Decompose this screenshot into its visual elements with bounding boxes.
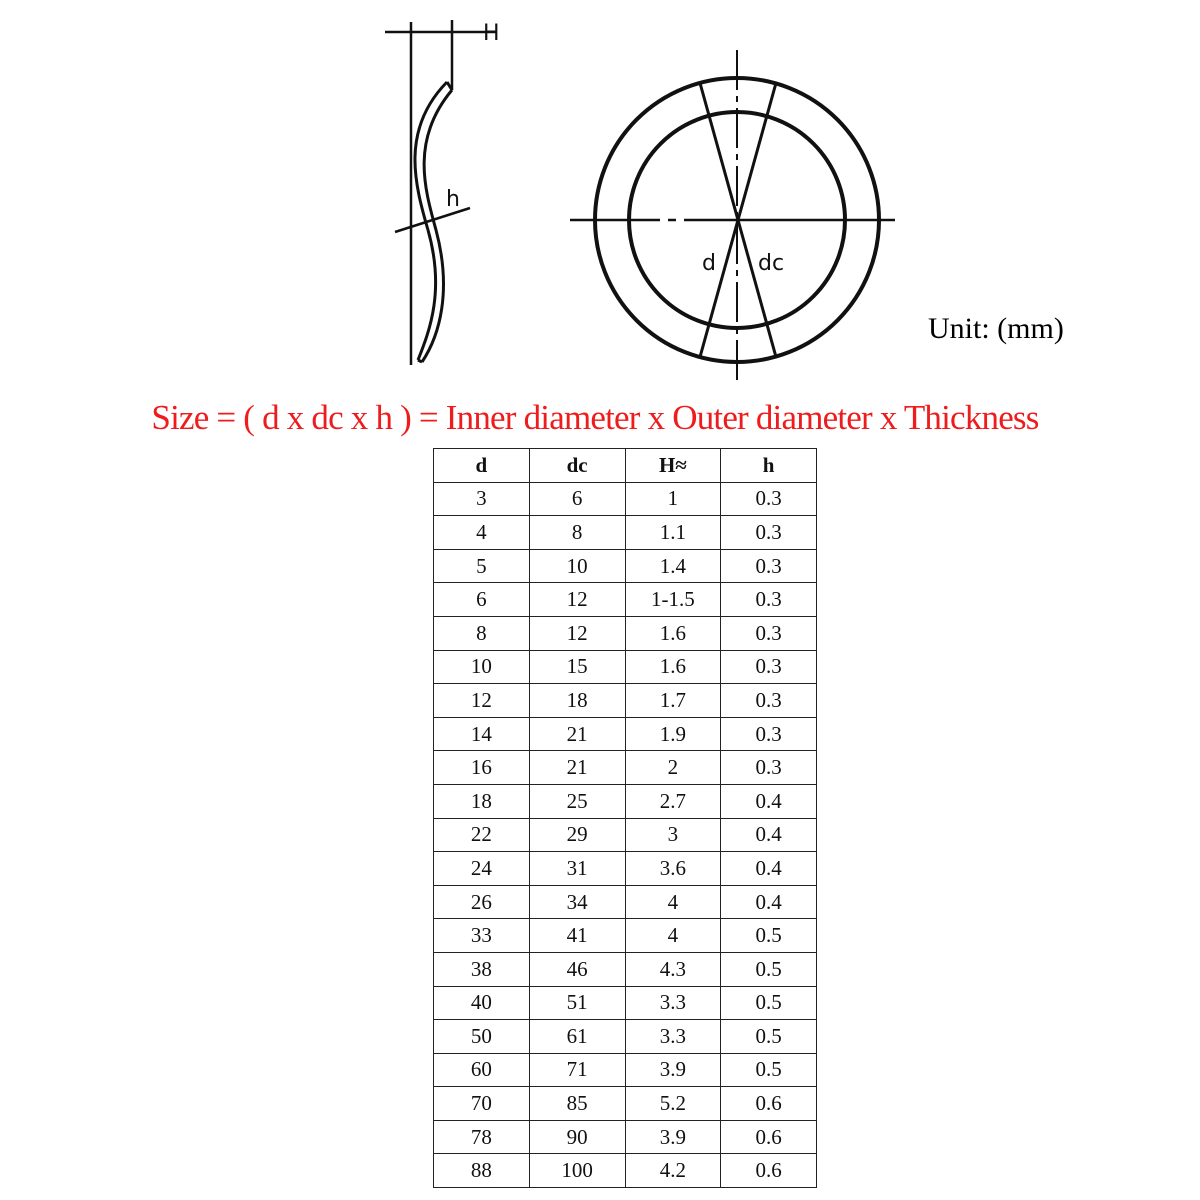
cell-thickness: 0.4 [721, 852, 817, 886]
cell-thickness: 0.6 [721, 1120, 817, 1154]
cell-d: 5 [434, 549, 530, 583]
cell-d: 78 [434, 1120, 530, 1154]
table-row [434, 482, 817, 516]
table-row [434, 919, 817, 953]
cell-thickness: 0.5 [721, 1020, 817, 1054]
cell-height: 1.1 [625, 516, 721, 550]
cell-thickness: 0.3 [721, 616, 817, 650]
cell-thickness: 0.4 [721, 818, 817, 852]
cell-height: 3.9 [625, 1053, 721, 1087]
cell-d: 16 [434, 751, 530, 785]
cell-dc: 21 [529, 717, 625, 751]
cell-thickness: 0.5 [721, 986, 817, 1020]
table-row [434, 1120, 817, 1154]
cell-d: 12 [434, 684, 530, 718]
cell-dc: 12 [529, 583, 625, 617]
cell-height: 2 [625, 751, 721, 785]
cell-height: 1-1.5 [625, 583, 721, 617]
cell-height: 4 [625, 919, 721, 953]
table-row [434, 549, 817, 583]
table-row [434, 885, 817, 919]
cell-thickness: 0.5 [721, 919, 817, 953]
cell-thickness: 0.6 [721, 1154, 817, 1188]
table-row [434, 952, 817, 986]
cell-dc: 34 [529, 885, 625, 919]
unit-note: Unit: (mm) [928, 312, 1064, 345]
cell-dc: 6 [529, 482, 625, 516]
cell-thickness: 0.3 [721, 482, 817, 516]
cell-dc: 10 [529, 549, 625, 583]
cell-thickness: 0.5 [721, 952, 817, 986]
cell-height: 1.7 [625, 684, 721, 718]
inner-diameter-label: d [702, 251, 716, 276]
table-row [434, 684, 817, 718]
table-header-row [434, 449, 817, 483]
cell-height: 1.6 [625, 650, 721, 684]
table-row [434, 516, 817, 550]
cell-d: 60 [434, 1053, 530, 1087]
cell-height: 1 [625, 482, 721, 516]
cell-d: 18 [434, 784, 530, 818]
cell-dc: 71 [529, 1053, 625, 1087]
header-d: d [434, 449, 530, 483]
cell-thickness: 0.4 [721, 784, 817, 818]
cell-thickness: 0.3 [721, 717, 817, 751]
cell-d: 8 [434, 616, 530, 650]
table-row [434, 986, 817, 1020]
cell-d: 88 [434, 1154, 530, 1188]
cell-thickness: 0.3 [721, 549, 817, 583]
cell-thickness: 0.4 [721, 885, 817, 919]
cell-dc: 8 [529, 516, 625, 550]
side-view [385, 20, 500, 365]
cell-dc: 85 [529, 1087, 625, 1121]
cell-height: 2.7 [625, 784, 721, 818]
header-thickness: h [721, 449, 817, 483]
cell-height: 1.4 [625, 549, 721, 583]
cell-thickness: 0.3 [721, 583, 817, 617]
cell-dc: 12 [529, 616, 625, 650]
table-row [434, 650, 817, 684]
cell-dc: 29 [529, 818, 625, 852]
cell-d: 3 [434, 482, 530, 516]
cell-thickness: 0.3 [721, 516, 817, 550]
cell-d: 40 [434, 986, 530, 1020]
cell-height: 4.2 [625, 1154, 721, 1188]
cell-height: 3.9 [625, 1120, 721, 1154]
cell-height: 3.6 [625, 852, 721, 886]
cell-thickness: 0.3 [721, 684, 817, 718]
outer-diameter-label: dc [758, 251, 785, 276]
cell-height: 1.9 [625, 717, 721, 751]
cell-thickness: 0.3 [721, 650, 817, 684]
table-row [434, 616, 817, 650]
table-row [434, 818, 817, 852]
cell-dc: 15 [529, 650, 625, 684]
cell-height: 3 [625, 818, 721, 852]
size-formula: Size = ( d x dc x h ) = Inner diameter x Outer diameter x Thickness [151, 398, 1039, 437]
cell-d: 26 [434, 885, 530, 919]
cell-height: 4.3 [625, 952, 721, 986]
cell-d: 50 [434, 1020, 530, 1054]
cell-dc: 25 [529, 784, 625, 818]
cell-dc: 41 [529, 919, 625, 953]
table-row [434, 751, 817, 785]
table-row [434, 1020, 817, 1054]
table-row [434, 1053, 817, 1087]
header-dc: dc [529, 449, 625, 483]
cell-height: 3.3 [625, 986, 721, 1020]
cell-d: 14 [434, 717, 530, 751]
cell-d: 24 [434, 852, 530, 886]
thickness-label: h [446, 187, 460, 212]
header-height: H≈ [625, 449, 721, 483]
cell-dc: 90 [529, 1120, 625, 1154]
height-label: H [483, 21, 500, 46]
cell-dc: 46 [529, 952, 625, 986]
table-row [434, 583, 817, 617]
cell-d: 10 [434, 650, 530, 684]
table-row [434, 717, 817, 751]
cell-dc: 18 [529, 684, 625, 718]
cell-height: 1.6 [625, 616, 721, 650]
cell-d: 4 [434, 516, 530, 550]
cell-thickness: 0.5 [721, 1053, 817, 1087]
cell-thickness: 0.6 [721, 1087, 817, 1121]
cell-d: 6 [434, 583, 530, 617]
cell-d: 33 [434, 919, 530, 953]
cell-height: 5.2 [625, 1087, 721, 1121]
table-body [434, 482, 817, 1187]
cell-dc: 61 [529, 1020, 625, 1054]
table-row [434, 1087, 817, 1121]
cell-thickness: 0.3 [721, 751, 817, 785]
cell-height: 3.3 [625, 1020, 721, 1054]
table-row [434, 784, 817, 818]
cell-d: 22 [434, 818, 530, 852]
table-row [434, 852, 817, 886]
cell-d: 70 [434, 1087, 530, 1121]
cell-dc: 21 [529, 751, 625, 785]
cell-dc: 100 [529, 1154, 625, 1188]
spec-table [433, 448, 817, 1188]
cell-height: 4 [625, 885, 721, 919]
front-view [570, 50, 895, 380]
cell-dc: 31 [529, 852, 625, 886]
table-row [434, 1154, 817, 1188]
cell-d: 38 [434, 952, 530, 986]
cell-dc: 51 [529, 986, 625, 1020]
